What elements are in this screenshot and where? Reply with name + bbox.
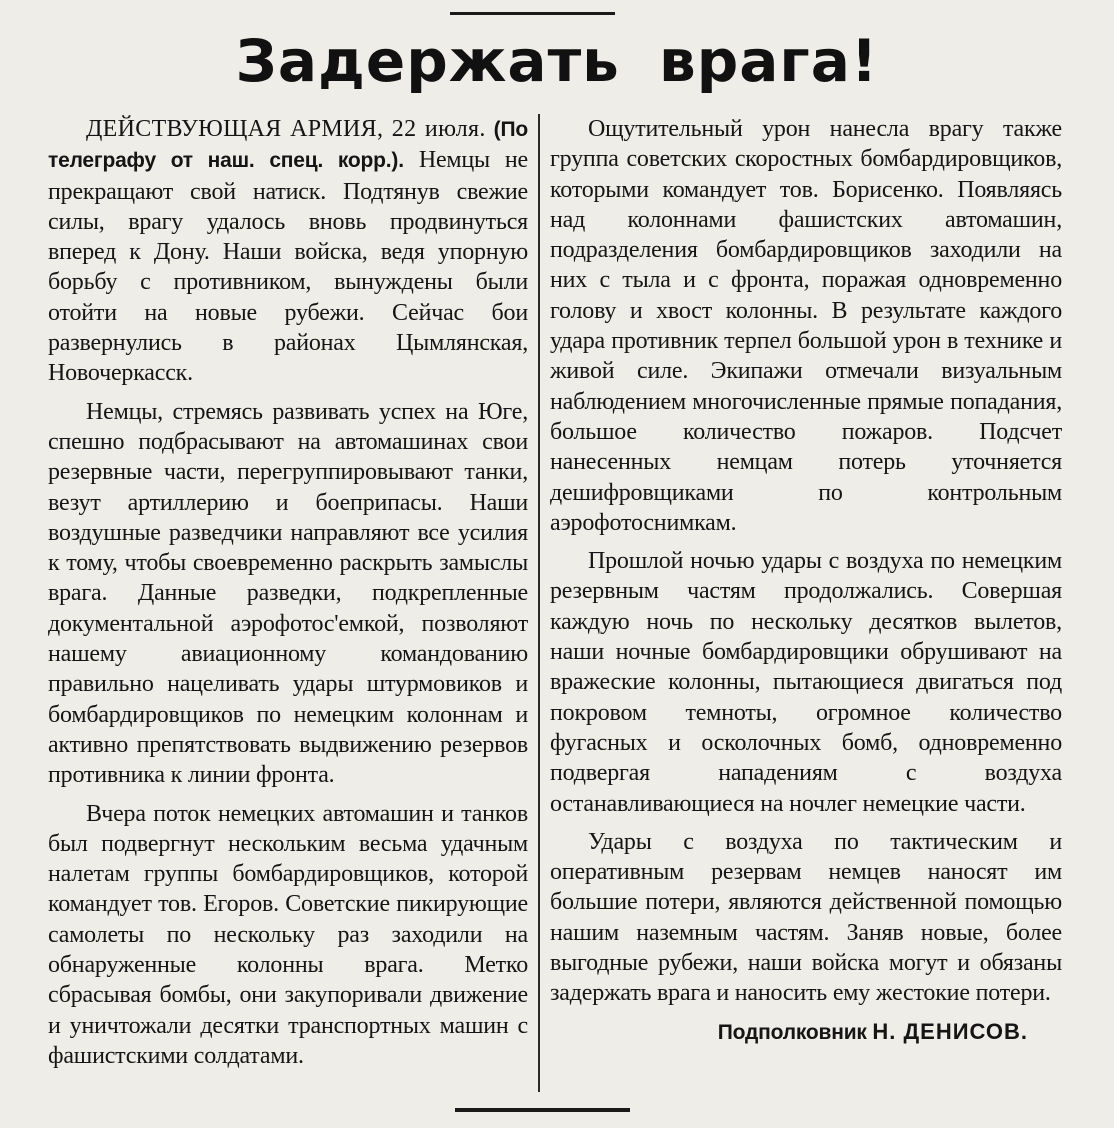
lead-paragraph <box>48 114 528 389</box>
lead-text: Немцы не прекращают свой натиск. Подтянув свежие силы, врагу удалось вновь продвинуться вперед к Дону. Наши войска, ведя упорную борьбу с противником, вынуждены были отойти на новые рубежи. Сейчас бои развернулись в районах Цымлянская, Новочеркасск. <box>48 147 528 387</box>
article-headline: Задержать врага! <box>235 27 879 95</box>
column-divider <box>538 114 540 1092</box>
article-column-left <box>48 114 528 1079</box>
article-column-right <box>550 114 1062 1048</box>
author-rank: Подполковник <box>717 1020 867 1044</box>
paragraph-2: Немцы, стремясь развивать успех на Юге, спешно подбрасывают на автомашинах свои резервные части, перегруппировывают танки, везут артиллерию и боеприпасы. Наши воздушные разведчики направляют все усилия к тому, чтобы своевременно раскрыть замыслы врага. Данные разведки, подкрепленные документальной аэрофотос'емкой, позволяют нашему авиационному командованию правильно нацеливать удары штурмовиков и бомбардировщиков по немецким колоннам и активно препятствовать выдвижению резервов противника к линии фронта. <box>48 398 528 789</box>
source-note: (По телеграфу от наш. спец. корр.). <box>48 118 528 173</box>
top-rule <box>450 12 615 15</box>
author-name: Н. ДЕНИСОВ. <box>872 1018 1028 1044</box>
bottom-rule <box>455 1108 630 1112</box>
paragraph-5: Прошлой ночью удары с воздуха по немецким резервным частям продолжались. Совершая каждую ночь по нескольку десятков вылетов, наши ночные бомбардировщики обрушивают на вражеские колонны, пытающиеся двигаться под покровом темноты, огромное количество фугасных и осколочных бомб, одновременно подвергая нападениям с воздуха останавливающиеся на ночлег немецкие части. <box>550 548 1062 817</box>
paragraph-6: Удары с воздуха по тактическим и оперативным резервам немцев наносят им большие потери, являются действенной помощью нашим наземным частям. Заняв новые, более выгодные рубежи, наши войска могут и обязаны задержать врага и наносить ему жестокие потери. <box>550 828 1062 1007</box>
dateline: ДЕЙСТВУЮЩАЯ АРМИЯ, 22 июля. <box>86 116 486 142</box>
paragraph-3: Вчера поток немецких автомашин и танков был подвергнут нескольким весьма удачным налетам группы бомбардировщиков, которой командует тов. Егоров. Советские пикирующие самолеты по нескольку раз заходили на обнаруженные колонны врага. Метко сбрасывая бомбы, они закупоривали движение и уничтожали десятки транспортных машин с фашистскими солдатами. <box>48 800 528 1069</box>
paragraph-4: Ощутительный урон нанесла врагу также группа советских скоростных бомбардировщиков, которыми командует тов. Борисенко. Появляясь над колоннами фашистских автомашин, подразделения бомбардировщиков заходили на них с тыла и с фронта, поражая одновременно голову и хвост колонны. В результате каждого удара противник терпел большой урон в технике и живой силе. Экипажи отмечали визуальным наблюдением многочисленные прямые попадания, большое количество пожаров. Подсчет нанесенных немцам потерь уточняется дешифровщиками по контрольным аэрофотоснимкам. <box>550 116 1062 536</box>
author-signature <box>550 1017 1062 1048</box>
